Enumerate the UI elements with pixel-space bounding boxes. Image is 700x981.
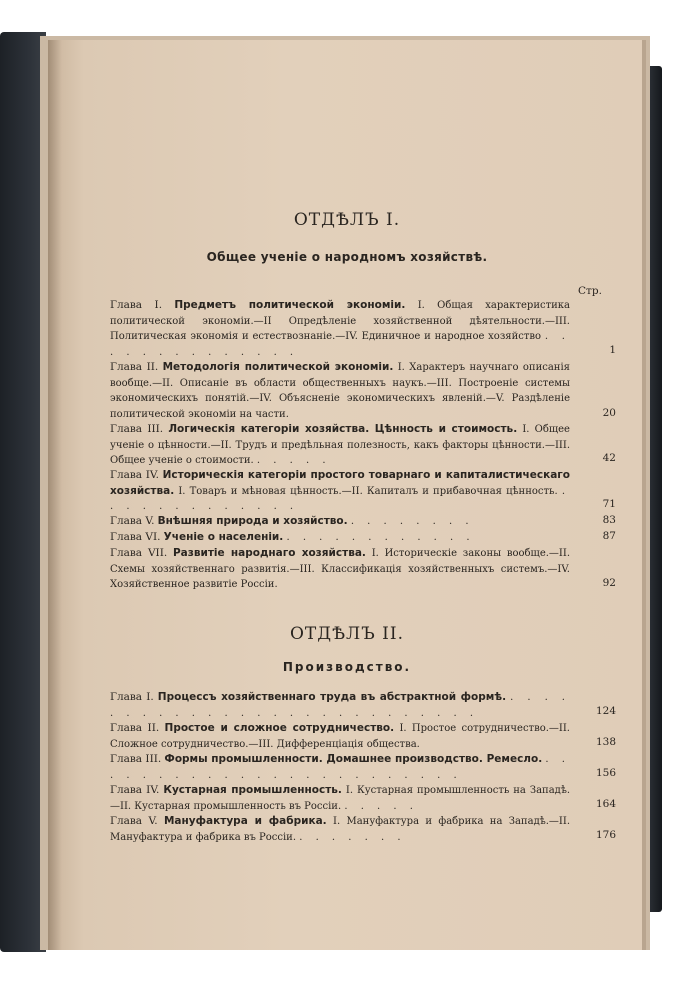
leader-dots: . . . . . — [344, 800, 418, 812]
chapter-label: Глава VI. — [110, 531, 161, 543]
chapter-title: Формы промышленности. Домашнее производство. Ремесло. — [164, 753, 543, 765]
chapter-title: Историческія категоріи простого товарнаго и капиталистическаго хозяйства. — [110, 469, 570, 497]
chapter-description: I. Характеръ научнаго описанія вообще.—II. Описаніе въ области общественныхъ наукъ.—III. Построеніе системы экономическихъ понятій.—IV. Объясненіе экономическихъ явленій.—V. Раздѣленіе политической экономіи на части. — [110, 362, 570, 420]
toc-entry — [110, 298, 570, 360]
toc-entry — [110, 814, 570, 845]
toc-entry — [110, 468, 570, 515]
page-edge — [642, 40, 646, 950]
chapter-title: Внѣшняя природа и хозяйство. — [157, 515, 348, 527]
toc-entry — [110, 530, 570, 546]
chapter-page-number: 92 — [602, 577, 616, 589]
toc-entry — [110, 690, 570, 721]
chapter-label: Глава I. — [110, 299, 163, 311]
chapter-label: Глава III. — [110, 753, 162, 765]
chapter-title: Предметъ политической экономіи. — [174, 299, 406, 311]
section-2-title: ОТДѢЛЪ II. — [290, 624, 404, 644]
chapter-title: Процессъ хозяйственнаго труда въ абстрактной формѣ. — [157, 691, 507, 703]
chapter-label: Глава II. — [110, 361, 159, 373]
chapter-description: I. Общая характеристика политической экономіи.—II Опредѣленіе хозяйственной дѣятельности.—III. Политическая экономія и естествознаніе.—IV. Единичное и народное хозяйство — [110, 300, 571, 342]
chapter-title: Кустарная промышленность. — [163, 784, 342, 796]
chapter-label: Глава V. — [110, 815, 158, 827]
chapter-description: I. Товаръ и мѣновая цѣнность.—II. Капиталъ и прибавочная цѣнность. — [178, 485, 558, 497]
leader-dots: . . . . . . . . . . . . . . . . . . . . . . . . — [110, 754, 570, 781]
chapter-page-number: 156 — [595, 767, 616, 779]
toc-entry — [110, 752, 570, 783]
leader-dots: . . . . . . . . . . . . . . . . . . . . . . . . . . . — [110, 692, 570, 719]
chapter-label: Глава III. — [110, 423, 164, 435]
toc-entry — [110, 721, 570, 752]
leader-dots: . . . . . . . . — [350, 516, 474, 527]
chapter-description: I. Историческіе законы вообще.—II. Схемы хозяйственнаго развитія.—III. Классификація хозяйственныхъ системъ.—IV. Хозяйственное развитіе Россіи. — [110, 548, 570, 590]
chapter-title: Ученіе о населеніи. — [163, 531, 284, 543]
chapter-description: I. Простое сотрудничество.—II. Сложное сотрудничество.—III. Дифференціація общества. — [110, 723, 570, 750]
chapter-title: Развитіе народнаго хозяйства. — [172, 547, 366, 559]
chapter-description: I. Общее ученіе о цѣнности.—II. Трудъ и предѣльная полезность, какъ факторы цѣнности.—III. Общее ученіе о стоимости. — [110, 424, 570, 466]
chapter-page-number: 87 — [602, 530, 616, 542]
page-column-label: Стр. — [578, 285, 602, 297]
section-2-subtitle: Производство. — [282, 660, 412, 674]
chapter-label: Глава V. — [110, 515, 155, 527]
page-gutter-shadow — [48, 40, 62, 950]
chapter-page-number: 20 — [602, 407, 616, 419]
leader-dots: . . . . . . . . . . . . . — [110, 485, 570, 512]
toc-entry — [110, 546, 570, 593]
section-1-subtitle: Общее ученіе о народномъ хозяйствѣ. — [206, 250, 488, 264]
section-1-title: ОТДѢЛЪ I. — [293, 210, 401, 230]
chapter-label: Глава VII. — [110, 547, 168, 559]
chapter-title: Мануфактура и фабрика. — [163, 815, 327, 827]
chapter-page-number: 124 — [595, 705, 616, 717]
chapter-title: Простое и сложное сотрудничество. — [164, 722, 395, 734]
book-page — [48, 40, 646, 950]
toc-entry — [110, 783, 570, 814]
toc-entry — [110, 514, 570, 530]
chapter-label: Глава II. — [110, 722, 160, 734]
leader-dots: . . . . . . . . . . . . — [286, 532, 475, 543]
chapter-title: Методологія политической экономіи. — [162, 361, 394, 373]
chapter-page-number: 83 — [602, 514, 616, 526]
chapter-page-number: 1 — [609, 344, 616, 356]
chapter-label: Глава IV. — [110, 469, 160, 481]
chapter-description: I. Кустарная промышленность на Западѣ.—II. Кустарная промышленность въ Россіи. — [110, 785, 571, 812]
chapter-page-number: 71 — [602, 498, 616, 510]
toc-entry — [110, 422, 570, 469]
chapter-page-number: 164 — [595, 798, 616, 810]
chapter-page-number: 176 — [595, 829, 616, 841]
leader-dots: . . . . . — [256, 455, 331, 466]
chapter-page-number: 138 — [595, 736, 616, 748]
chapter-label: Глава I. — [110, 691, 154, 703]
toc-entry — [110, 360, 570, 422]
leader-dots: . . . . . . . . . . . . . . — [110, 331, 570, 358]
chapter-description: I. Мануфактура и фабрика на Западѣ.—II. Мануфактура и фабрика въ Россіи. — [110, 816, 571, 843]
leader-dots: . . . . . . . — [299, 831, 406, 843]
chapter-title: Логическія категоріи хозяйства. Цѣнность и стоимость. — [168, 423, 518, 435]
chapter-page-number: 42 — [602, 452, 616, 464]
chapter-label: Глава IV. — [110, 784, 160, 796]
